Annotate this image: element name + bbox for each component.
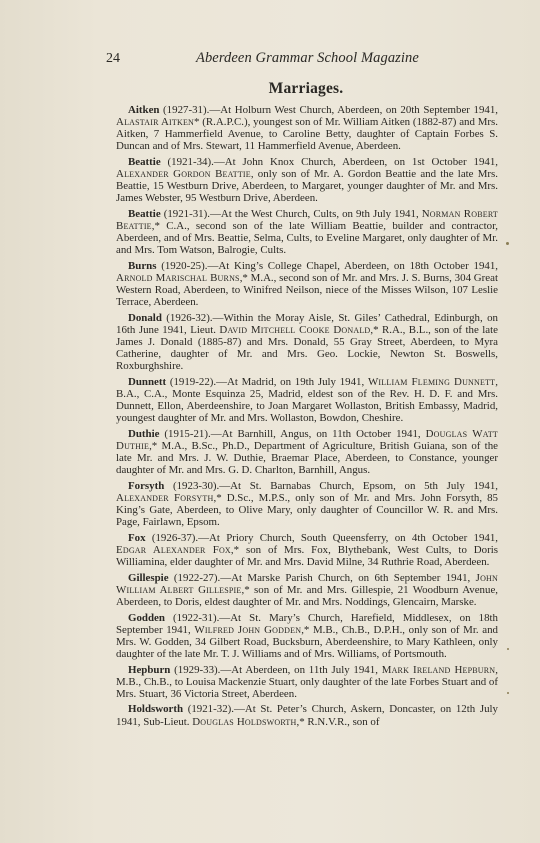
marriage-entry [116,480,498,528]
entry-text: ,* son of Mr. and Mrs. Gillespie, 21 Woodburn Avenue, Aberdeen, to Doris, eldest daughter of Mr. and Mrs. Noddings, Glencairn, Marske. [116,583,498,608]
paper-speck [507,692,509,694]
marriage-entry [116,208,498,256]
entry-groom-name: Douglas Watt Duthie [116,427,498,452]
entry-text: * (R.A.P.C.), youngest son of Mr. William Aitken (1882-87) and Mrs. Aitken, 7 Hammerfield Avenue, to Caroline Betty, daughter of Captain Forbes S. Duncan and of Mrs. Stewart, 11 Hammerfield Avenue, Aberdeen. [116,116,498,153]
page-number: 24 [106,51,120,66]
entry-text: —At St. Mary’s Church, Harefield, Middlesex, on 18th September 1941, [116,611,498,636]
marriage-entry [116,312,498,372]
entry-text: ,* son of Mrs. Fox, Blythebank, West Cults, to Doris Williamina, elder daughter of Mr. and Mrs. David Milne, 34 Ruthrie Road, Aberdeen. [116,543,499,569]
entry-years: (1926-32). [161,311,213,324]
marriage-entry [116,703,498,727]
entry-text: , M.B., Ch.B., to Louisa Mackenzie Stuart, only daughter of the late Forbes Stuart and of Mrs. Stuart, 36 Victoria Street, Aberdeen. [116,663,499,700]
marriage-entry [116,428,498,476]
entry-surname: Fox [128,531,146,544]
entry-groom-name: William Fleming Dunnett [367,375,496,388]
entry-surname: Aitken [128,104,160,116]
entry-text: —Within the Moray Aisle, St. Giles’ Cathedral, Edinburgh, on 16th June 1941, Lieut. [116,311,499,336]
entry-text: —At the West Church, Cults, on 9th July 1941, [209,207,422,220]
entry-surname: Burns [128,259,157,272]
entry-years: (1929-33). [170,663,221,676]
entry-surname: Gillespie [128,571,169,584]
entry-text: , B.A., C.A., Monte Esquinza 25, Madrid, eldest son of the Rev. H. D. F. and Mrs. Dunnett, Ellon, Aberdeenshire, to Joan Margaret Wollaston, British Embassy, Madrid, youngest daughter of Mr. and Mrs. Wollaston, Bowdon, Cheshire. [116,375,499,425]
marriage-entry [116,612,498,660]
entry-groom-name: Arnold Marischal Burns [116,272,240,284]
entry-text: ,* D.Sc., M.P.S., only son of Mr. and Mrs. John Forsyth, 85 King’s Gate, Aberdeen, to Olive Mary, only daughter of Councillor W. R. and Mrs. Page, Fairlawn, Epsom. [116,491,499,529]
entry-years: (1921-32). [183,703,234,716]
running-head [106,50,498,67]
paper-speck [506,242,509,245]
entry-years: (1926-37). [145,531,199,544]
entry-text: ,* R.A., B.L., son of the late James J. Donald (1885-87) and Mrs. Donald, 55 Gray Street, Aberdeen, to Myra Catherine, daughter of Mr. and Mrs. Geo. Lockie, Newton St. Boswells, Roxburghshire. [116,323,498,373]
entry-text: —At Marske Parish Church, on 6th September 1941, [220,571,476,584]
entry-groom-name: Norman Robert Beattie [116,207,498,233]
entry-groom-name: Alexander Forsyth [116,491,214,504]
marriage-entry [116,156,498,204]
entry-groom-name: Alexander Gordon Beattie [116,168,251,181]
entry-groom-name: John William Albert Gillespie [116,571,499,596]
entry-surname: Forsyth [128,479,165,492]
entry-text: ,* M.A., B.Sc., Ph.D., Department of Agriculture, British Guiana, son of the late Mr. and Mrs. J. W. Duthie, Braemar Place, Aberdeen, to Constance, younger daughter of Mr. and Mrs. G. D. Charlton, Barnhill, Angus. [116,440,498,477]
entry-years: (1927-31). [159,104,210,116]
entry-years: (1921-34). [160,155,214,168]
marriage-entries [116,104,498,731]
marriage-entry [116,532,498,568]
entry-surname: Donald [128,311,162,324]
entry-surname: Duthie [128,427,160,440]
entry-groom-name: Edgar Alexander Fox [116,543,231,556]
entry-surname: Holdsworth [128,703,184,716]
entry-text: —At Holburn West Church, Aberdeen, on 20th September 1941, [209,104,499,116]
entry-surname: Godden [128,611,165,624]
entry-text: ,* R.N.V.R., son of [296,715,380,728]
entry-groom-name: Alastair Aitken [116,116,195,129]
entry-years: (1915-21). [159,427,211,440]
entry-years: (1922-27). [168,571,221,584]
entry-years: (1923-30). [164,479,220,492]
entry-text: —At John Knox Church, Aberdeen, on 1st October 1941, [213,155,499,168]
entry-surname: Dunnett [128,375,167,388]
entry-groom-name: Wilfred John Godden [194,623,302,636]
entry-years: (1921-31). [160,207,210,220]
entry-text: —At Priory Church, South Queensferry, on 4th October 1941, [198,531,499,544]
entry-years: (1919-22). [166,375,217,388]
entry-surname: Hepburn [128,663,171,676]
entry-groom-name: David Mitchell Cooke Donald [219,323,371,336]
entry-years: (1922-31). [164,611,220,624]
marriage-entry [116,572,498,608]
entry-years: (1920-25). [156,259,208,272]
entry-text: ,* M.A., second son of Mr. and Mrs. J. S. Burns, 304 Great Western Road, Aberdeen, to Winifred Neilson, niece of the Misses Wilson, 107 Leslie Terrace, Aberdeen. [116,272,498,309]
entry-text: —At St. Barnabas Church, Epsom, on 5th July 1941, [219,479,498,492]
entry-text: , only son of Mr. A. Gordon Beattie and the late Mrs. Beattie, 15 Westburn Drive, Aberdeen, to Margaret, younger daughter of Mr. and Mrs. James Webster, 95 Westburn Drive, Aberdeen. [116,168,498,205]
entry-text: ,* C.A., second son of the late William Beattie, builder and contractor, Aberdeen, and of Mrs. Beattie, Selma, Cults, to Eveline Margaret, only daughter of Mr. and Mrs. Tom Watson, Balrogie, Cults. [116,220,498,257]
entry-text: —At King’s College Chapel, Aberdeen, on 18th October 1941, [207,259,498,272]
entry-surname: Beattie [128,207,161,220]
entry-text: —At Madrid, on 19th July 1941, [216,375,368,388]
marriage-entry [116,376,498,424]
entry-text: ,* M.B., Ch.B., D.P.H., only son of Mr. and Mrs. W. Godden, 34 Gilbert Road, Bucksburn, Aberdeenshire, to Mary Kathleen, only daughter of the late Mr. T. J. Williams and of Mrs. Williams, of Portsmouth. [116,623,498,660]
entry-text: —At Barnhill, Angus, on 11th October 1941, [210,427,426,440]
magazine-title: Aberdeen Grammar School Magazine [196,50,419,66]
paper-speck [507,648,509,650]
marriage-entry [116,104,498,152]
marriage-entry [116,664,498,700]
entry-groom-name: Mark Ireland Hepburn [381,663,496,676]
entry-text: —At St. Peter’s Church, Askern, Doncaster, on 12th July 1941, Sub-Lieut. [116,703,498,728]
entry-text: —At Aberdeen, on 11th July 1941, [220,663,382,676]
entry-surname: Beattie [128,155,161,168]
section-title: Marriages. [268,80,344,97]
entry-groom-name: Douglas Holdsworth [192,715,297,728]
marriage-entry [116,260,498,308]
